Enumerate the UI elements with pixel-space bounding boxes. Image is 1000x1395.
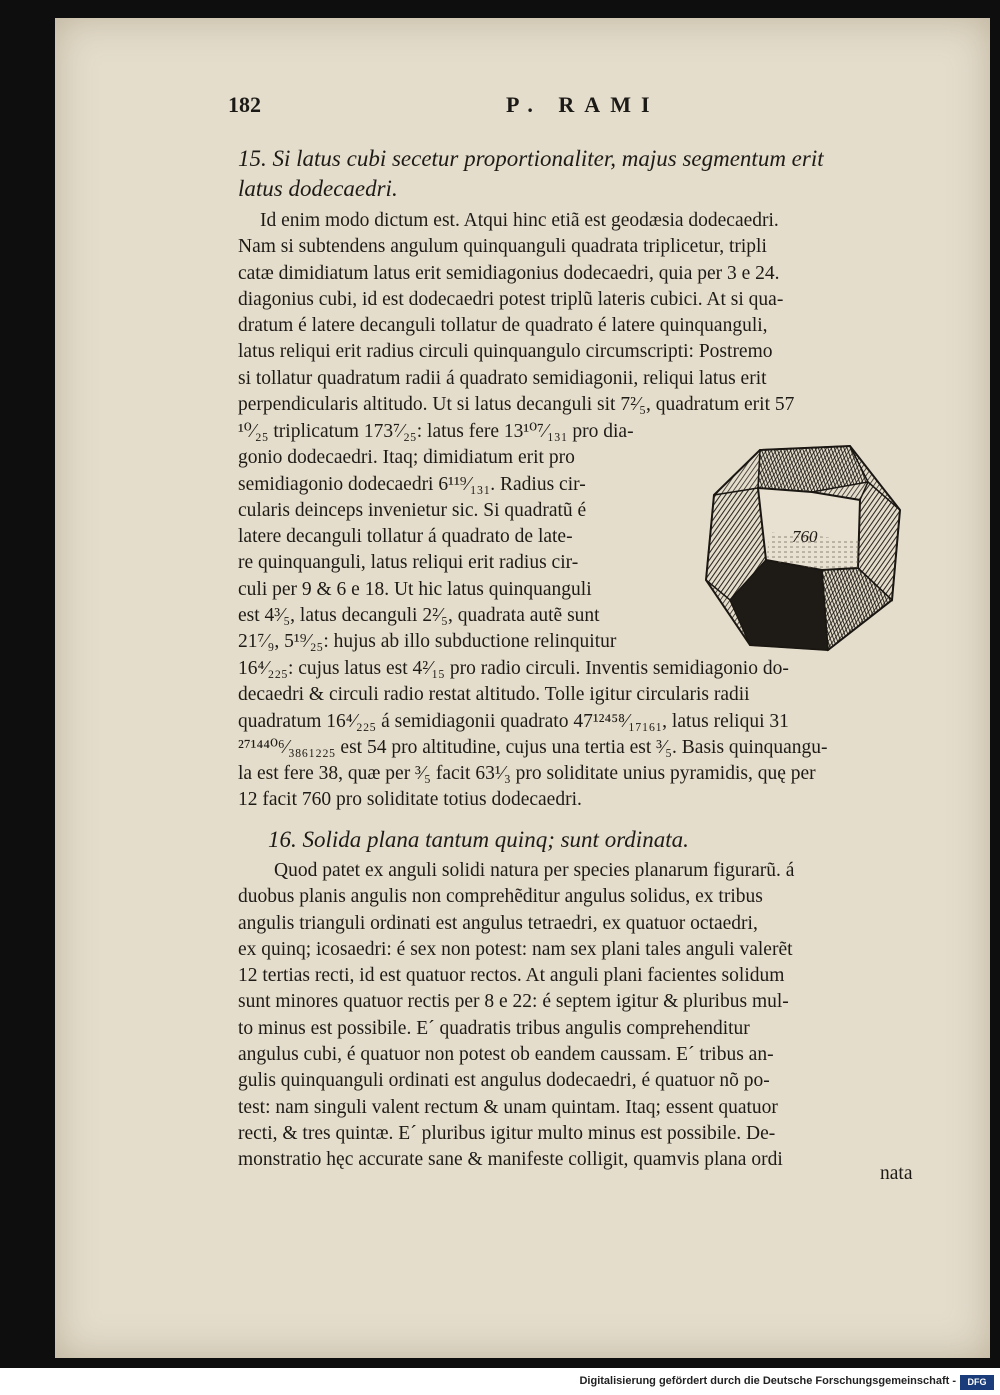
prop15-narrow-column [238,419,706,656]
prop15-heading-line-1: 15. Si latus cubi secetur proportionaliter, majus segmentum erit [238,146,824,171]
prop16-heading [238,825,930,855]
text-line: Nam si subtendens angulum quinquanguli quadrata triplicetur, tripli [238,236,767,258]
text-line: test: nam singuli valent rectum & unam quintam. Itaq; essent quatuor [238,1096,778,1118]
text-line: perpendicularis altitudo. Ut si latus decanguli sit 7²⁄₅, quadratum erit 57 [238,394,795,416]
text-line: Quod patet ex anguli solidi natura per species planarum figurarũ. á [274,860,795,881]
text-line: quadratum 16⁴⁄₂₂₅ á semidiagonii quadrato 47¹²⁴⁵⁸⁄₁₇₁₆₁, latus reliqui 31 [238,710,789,732]
footer [0,1372,1000,1395]
text-line: angulus cubi, é quatuor non potest ob eandem caussam. E´ tribus an- [238,1044,774,1066]
text-line: duobus planis angulis non comprehẽditur angulus solidus, ex tribus [238,886,763,908]
page-number: 182 [228,92,261,117]
text-line: 16⁴⁄₂₂₅: cujus latus est 4²⁄₁₅ pro radio circuli. Inventis semidiagonio do- [238,658,789,679]
text-line: recti, & tres quintæ. E´ pluribus igitur multo minus est possibile. De- [238,1122,776,1144]
text-line: 21⁷⁄₉, 5¹⁹⁄₂₅: hujus ab illo subductione relinquitur [238,631,617,653]
text-line: cularis deinceps invenietur sic. Si quadratũ é [238,499,587,521]
running-head: P. RAMI [506,92,660,117]
text-line: est 4³⁄₅, latus decanguli 2²⁄₅, quadrata autẽ sunt [238,605,600,627]
text-line: ¹⁰⁄₂₅ triplicatum 173⁷⁄₂₅: latus fere 13¹⁰⁷⁄₁₃₁ pro dia- [238,421,634,442]
text-line: dratum é latere decanguli tollatur de quadrato é latere quinquanguli, [238,315,768,337]
page-header [228,92,930,128]
prop16-paragraph [238,858,930,1174]
catchword: nata [880,1163,913,1184]
prop15-continuation [238,656,930,814]
text-line: to minus est possibile. E´ quadratis tribus angulis comprehenditur [238,1017,750,1039]
text-line: angulis trianguli ordinati est angulus tetraedri, ex quatuor octaedri, [238,912,758,934]
dodecahedron-figure [700,440,910,660]
text-line: monstratio hęc accurate sane & manifeste colligit, quamvis plana ordi [238,1149,783,1171]
prop16-heading-line: 16. Solida plana tantum quinq; sunt ordinata. [268,827,689,852]
text-line: latere decanguli tollatur á quadrato de late- [238,526,573,548]
text-line: decaedri & circuli radio restat altitudo. Tolle igitur circularis radii [238,684,750,706]
text-line: diagonius cubi, id est dodecaedri potest triplũ lateris cubici. At si qua- [238,288,784,310]
text-line: re quinquanguli, latus reliqui erit radius cir- [238,552,579,574]
funding-credit: Digitalisierung gefördert durch die Deutsche Forschungsgemeinschaft - [579,1375,956,1387]
text-line: ²⁷¹⁴⁴⁰⁶⁄₃₈₆₁₂₂₅ est 54 pro altitudine, cujus una tertia est ³⁄₅. Basis quinquangu- [238,736,828,758]
prop15-paragraph [238,208,930,418]
text-line: gonio dodecaedri. Itaq; dimidiatum erit pro [238,447,575,469]
text-line: catæ dimidiatum latus erit semidiagonius dodecaedri, quia per 3 e 24. [238,262,780,284]
text-line: latus reliqui erit radius circuli quinquangulo circumscripti: Postremo [238,341,773,363]
prop15-heading [238,144,930,204]
figure-label: 760 [792,527,818,546]
text-line: 12 facit 760 pro soliditate totius dodecaedri. [238,789,582,811]
dodecahedron-icon [700,440,910,660]
text-line: 12 tertias recti, id est quatuor rectos. At anguli plani facientes solidum [238,965,785,987]
text-line: la est fere 38, quæ per ³⁄₅ facit 63¹⁄₃ pro soliditate unius pyramidis, quę per [238,763,816,785]
text-line: semidiagonio dodecaedri 6¹¹⁹⁄₁₃₁. Radius cir- [238,473,586,495]
prop15-heading-line-2: latus dodecaedri. [238,176,398,201]
text-line: culi per 9 & 6 e 18. Ut hic latus quinquanguli [238,578,592,600]
text-line: Id enim modo dictum est. Atqui hinc etiã est geodæsia dodecaedri. [260,210,779,231]
text-line: sunt minores quatuor rectis per 8 e 22: é septem igitur & pluribus mul- [238,991,789,1013]
text-line: si tollatur quadratum radii á quadrato semidiagonii, reliqui latus erit [238,367,767,389]
text-line: ex quinq; icosaedri: é sex non potest: nam sex plani tales anguli valerẽt [238,938,793,960]
text-line: gulis quinquanguli ordinati est angulus dodecaedri, é quatuor nõ po- [238,1070,770,1092]
dfg-logo: DFG [960,1375,994,1390]
